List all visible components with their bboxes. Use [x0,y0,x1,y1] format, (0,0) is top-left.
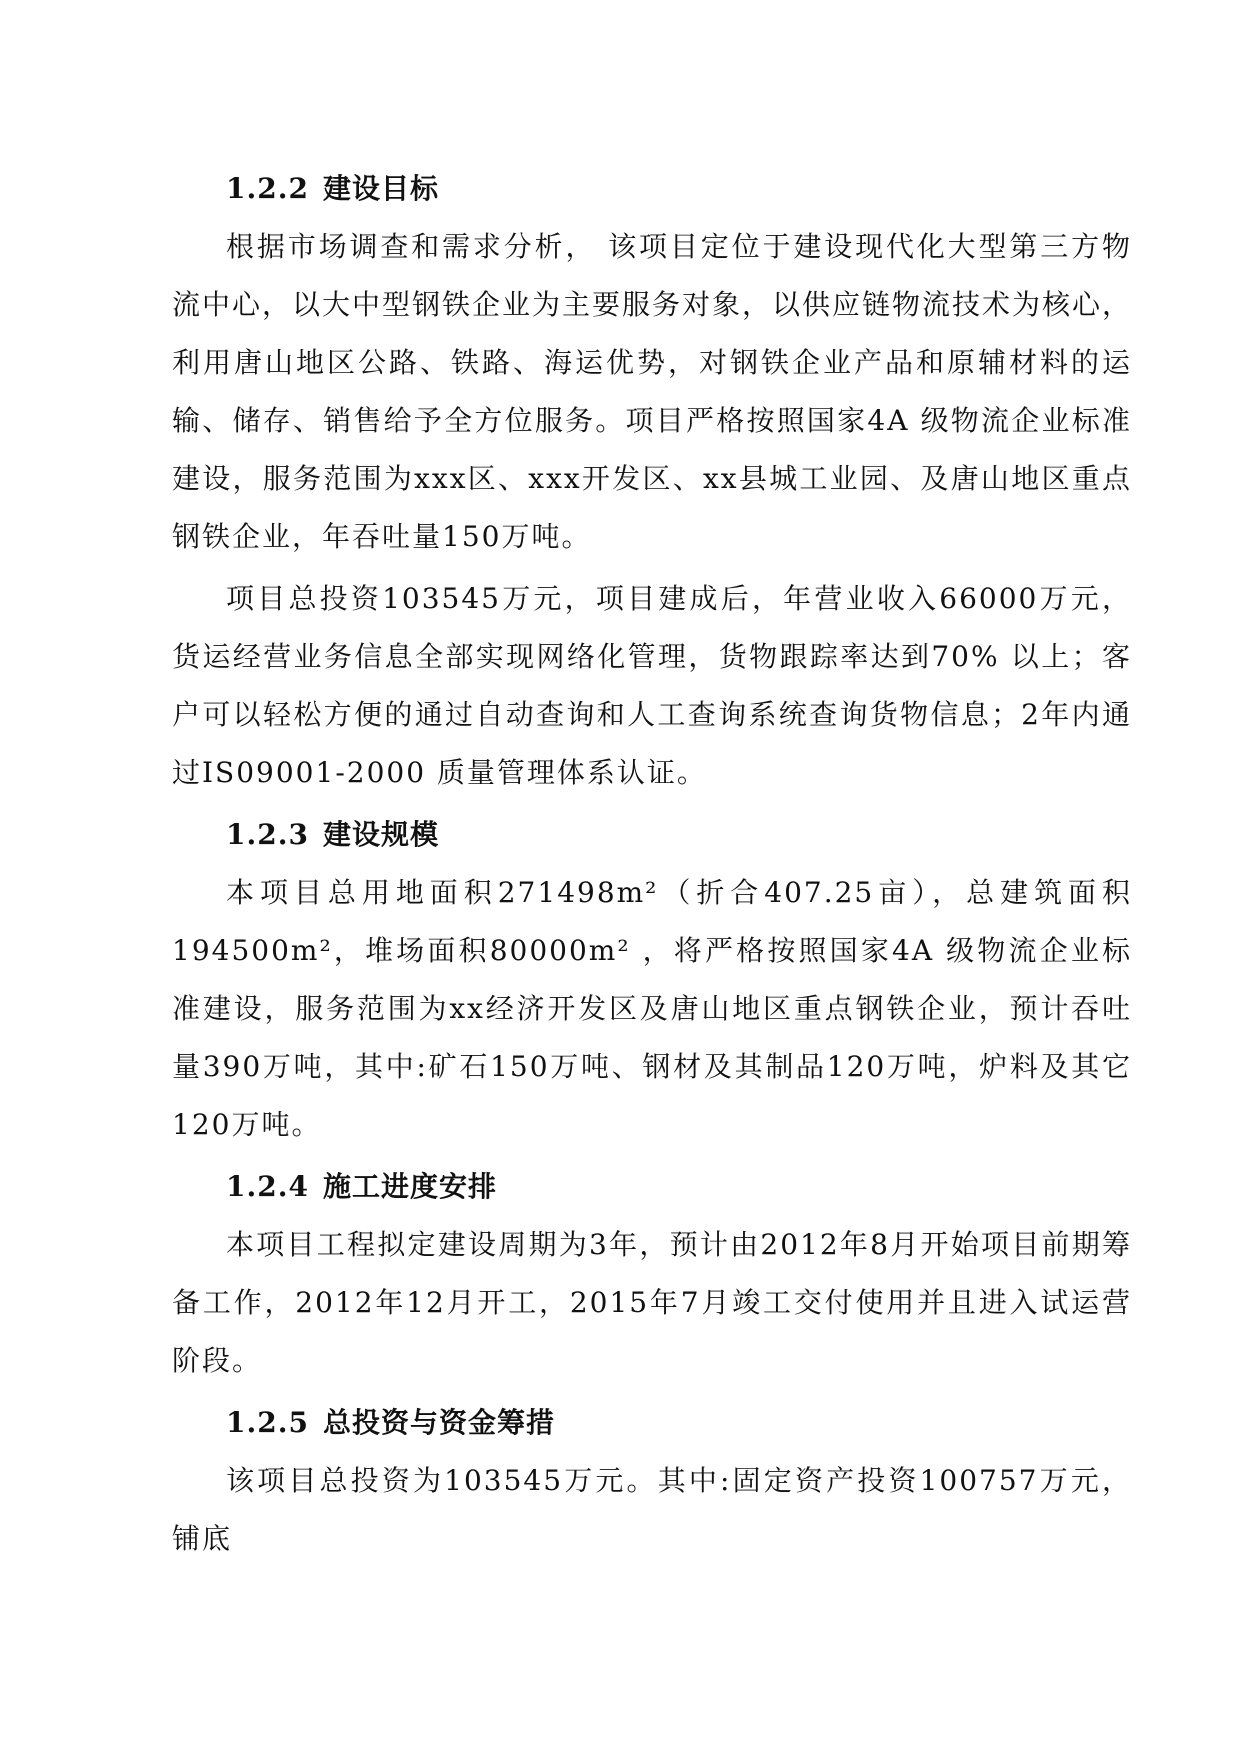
paragraph: 本项目工程拟定建设周期为3年，预计由2012年8月开始项目前期筹备工作，2012年12月开工，2015年7月竣工交付使用并且进入试运营阶段。 [172,1228,1132,1377]
paragraph: 项目总投资103545万元，项目建成后，年营业收入66000万元，货运经营业务信息全部实现网络化管理，货物跟踪率达到70% 以上；客户可以轻松方便的通过自动查询和人工查询系统查询货物信息；2年内通过IS09001-2000 质量管理体系认证。 [172,582,1132,789]
paragraph: 本项目总用地面积271498m²（折合407.25亩），总建筑面积194500m²，堆场面积80000m² ，将严格按照国家4A 级物流企业标准建设，服务范围为xx经济开发区及唐山地区重点钢铁企业，预计吞吐量390万吨，其中:矿石150万吨、钢材及其制品120万吨，炉料及其它120万吨。 [172,876,1132,1141]
section-number: 1.2.3 [226,818,309,851]
paragraph: 该项目总投资为103545万元。其中:固定资产投资100757万元，铺底 [172,1464,1132,1555]
section-title: 建设规模 [322,818,439,851]
section-title: 总投资与资金筹措 [322,1406,555,1439]
section-title: 建设目标 [322,172,439,205]
section-number: 1.2.2 [226,172,309,205]
section-heading-1-2-4 [172,1158,1132,1216]
paragraph: 根据市场调查和需求分析， 该项目定位于建设现代化大型第三方物流中心，以大中型钢铁企业为主要服务对象，以供应链物流技术为核心，利用唐山地区公路、铁路、海运优势，对钢铁企业产品和原辅材料的运输、储存、销售给予全方位服务。项目严格按照国家4A 级物流企业标准建设，服务范围为xxx区、xxx开发区、xx县城工业园、及唐山地区重点钢铁企业，年吞吐量150万吨。 [172,230,1133,553]
section-heading-1-2-3 [172,806,1132,864]
section-title: 施工进度安排 [322,1170,497,1203]
section-number: 1.2.5 [226,1406,309,1439]
section-number: 1.2.4 [226,1170,309,1203]
section-heading-1-2-2 [172,160,1132,218]
section-heading-1-2-5 [172,1394,1132,1452]
document-body [172,160,1132,1572]
